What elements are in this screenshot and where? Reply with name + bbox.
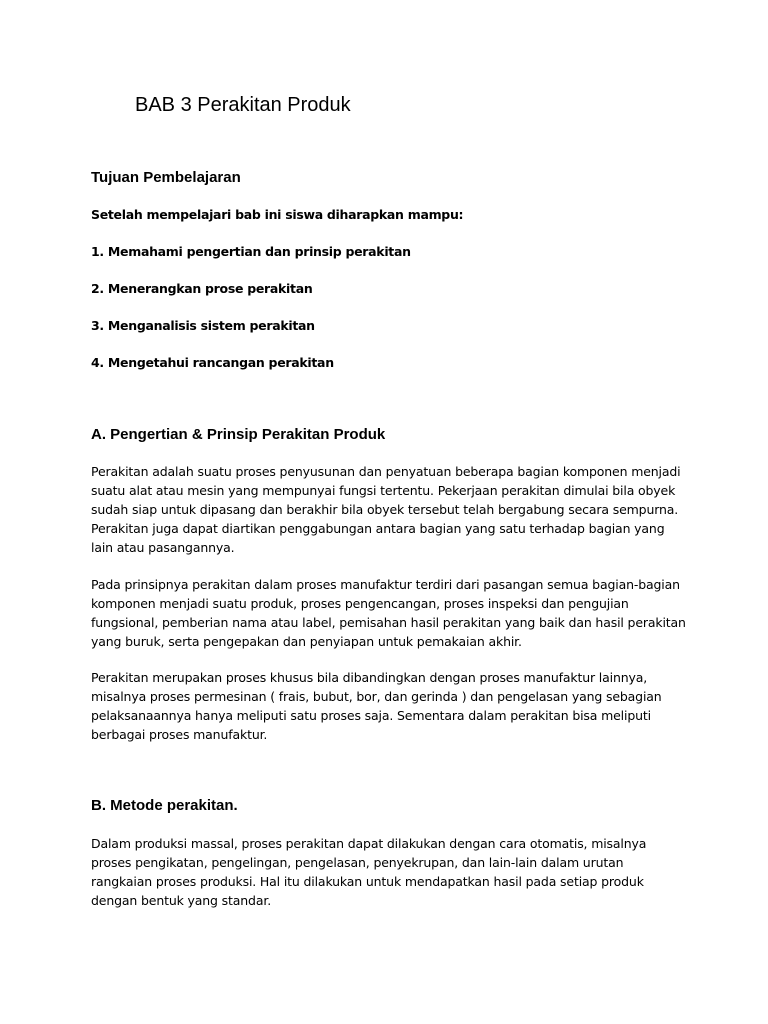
paragraph-line: komponen menjadi suatu produk, proses pengencangan, proses inspeksi dan pengujian [91,596,629,611]
paragraph-line: misalnya proses permesinan ( frais, bubut, bor, dan gerinda ) dan pengelasan yang sebagian [91,689,662,704]
section-b-heading: B. Metode perakitan. [91,797,238,814]
section-a-heading: A. Pengertian & Prinsip Perakitan Produk [91,426,386,443]
section-a-paragraph-3 [91,668,691,744]
section-b-paragraph-1 [91,834,691,910]
paragraph-line: proses pengikatan, pengelingan, pengelasan, penyekrupan, dan lain-lain dalam urutan [91,855,624,870]
paragraph-line: yang buruk, serta pengepakan dan penyiapan untuk pemakaian akhir. [91,634,522,649]
paragraph-line: Perakitan juga dapat diartikan penggabungan antara bagian yang satu terhadap bagian yang [91,521,665,536]
section-a-paragraph-1 [91,462,691,557]
paragraph-line: suatu alat atau mesin yang mempunyai fungsi tertentu. Pekerjaan perakitan dimulai bila obyek [91,483,676,498]
section-a-paragraph-2 [91,575,691,651]
paragraph-line: sudah siap untuk dipasang dan berakhir bila obyek tersebut telah bergabung secara sempurna. [91,502,679,517]
paragraph-line: Perakitan adalah suatu proses penyusunan dan penyatuan beberapa bagian komponen menjadi [91,464,681,479]
objectives-intro: Setelah mempelajari bab ini siswa diharapkan mampu: [91,207,464,222]
objectives-heading: Tujuan Pembelajaran [91,169,241,186]
paragraph-line: berbagai proses manufaktur. [91,727,268,742]
objective-item-3: 3. Menganalisis sistem perakitan [91,318,315,333]
paragraph-line: pelaksanaannya hanya meliputi satu proses saja. Sementara dalam perakitan bisa meliputi [91,708,651,723]
paragraph-line: fungsional, pemberian nama atau label, pemisahan hasil perakitan yang baik dan hasil perakitan [91,615,686,630]
document-title: BAB 3 Perakitan Produk [135,94,351,116]
paragraph-line: rangkaian proses produksi. Hal itu dilakukan untuk mendapatkan hasil pada setiap produk [91,874,644,889]
objective-item-2: 2. Menerangkan prose perakitan [91,281,313,296]
paragraph-line: lain atau pasangannya. [91,540,235,555]
paragraph-line: Dalam produksi massal, proses perakitan dapat dilakukan dengan cara otomatis, misalnya [91,836,647,851]
paragraph-line: Perakitan merupakan proses khusus bila dibandingkan dengan proses manufaktur lainnya, [91,670,648,685]
objective-item-1: 1. Memahami pengertian dan prinsip perakitan [91,244,411,259]
paragraph-line: dengan bentuk yang standar. [91,893,272,908]
objective-item-4: 4. Mengetahui rancangan perakitan [91,355,334,370]
paragraph-line: Pada prinsipnya perakitan dalam proses manufaktur terdiri dari pasangan semua bagian-bagian [91,577,680,592]
